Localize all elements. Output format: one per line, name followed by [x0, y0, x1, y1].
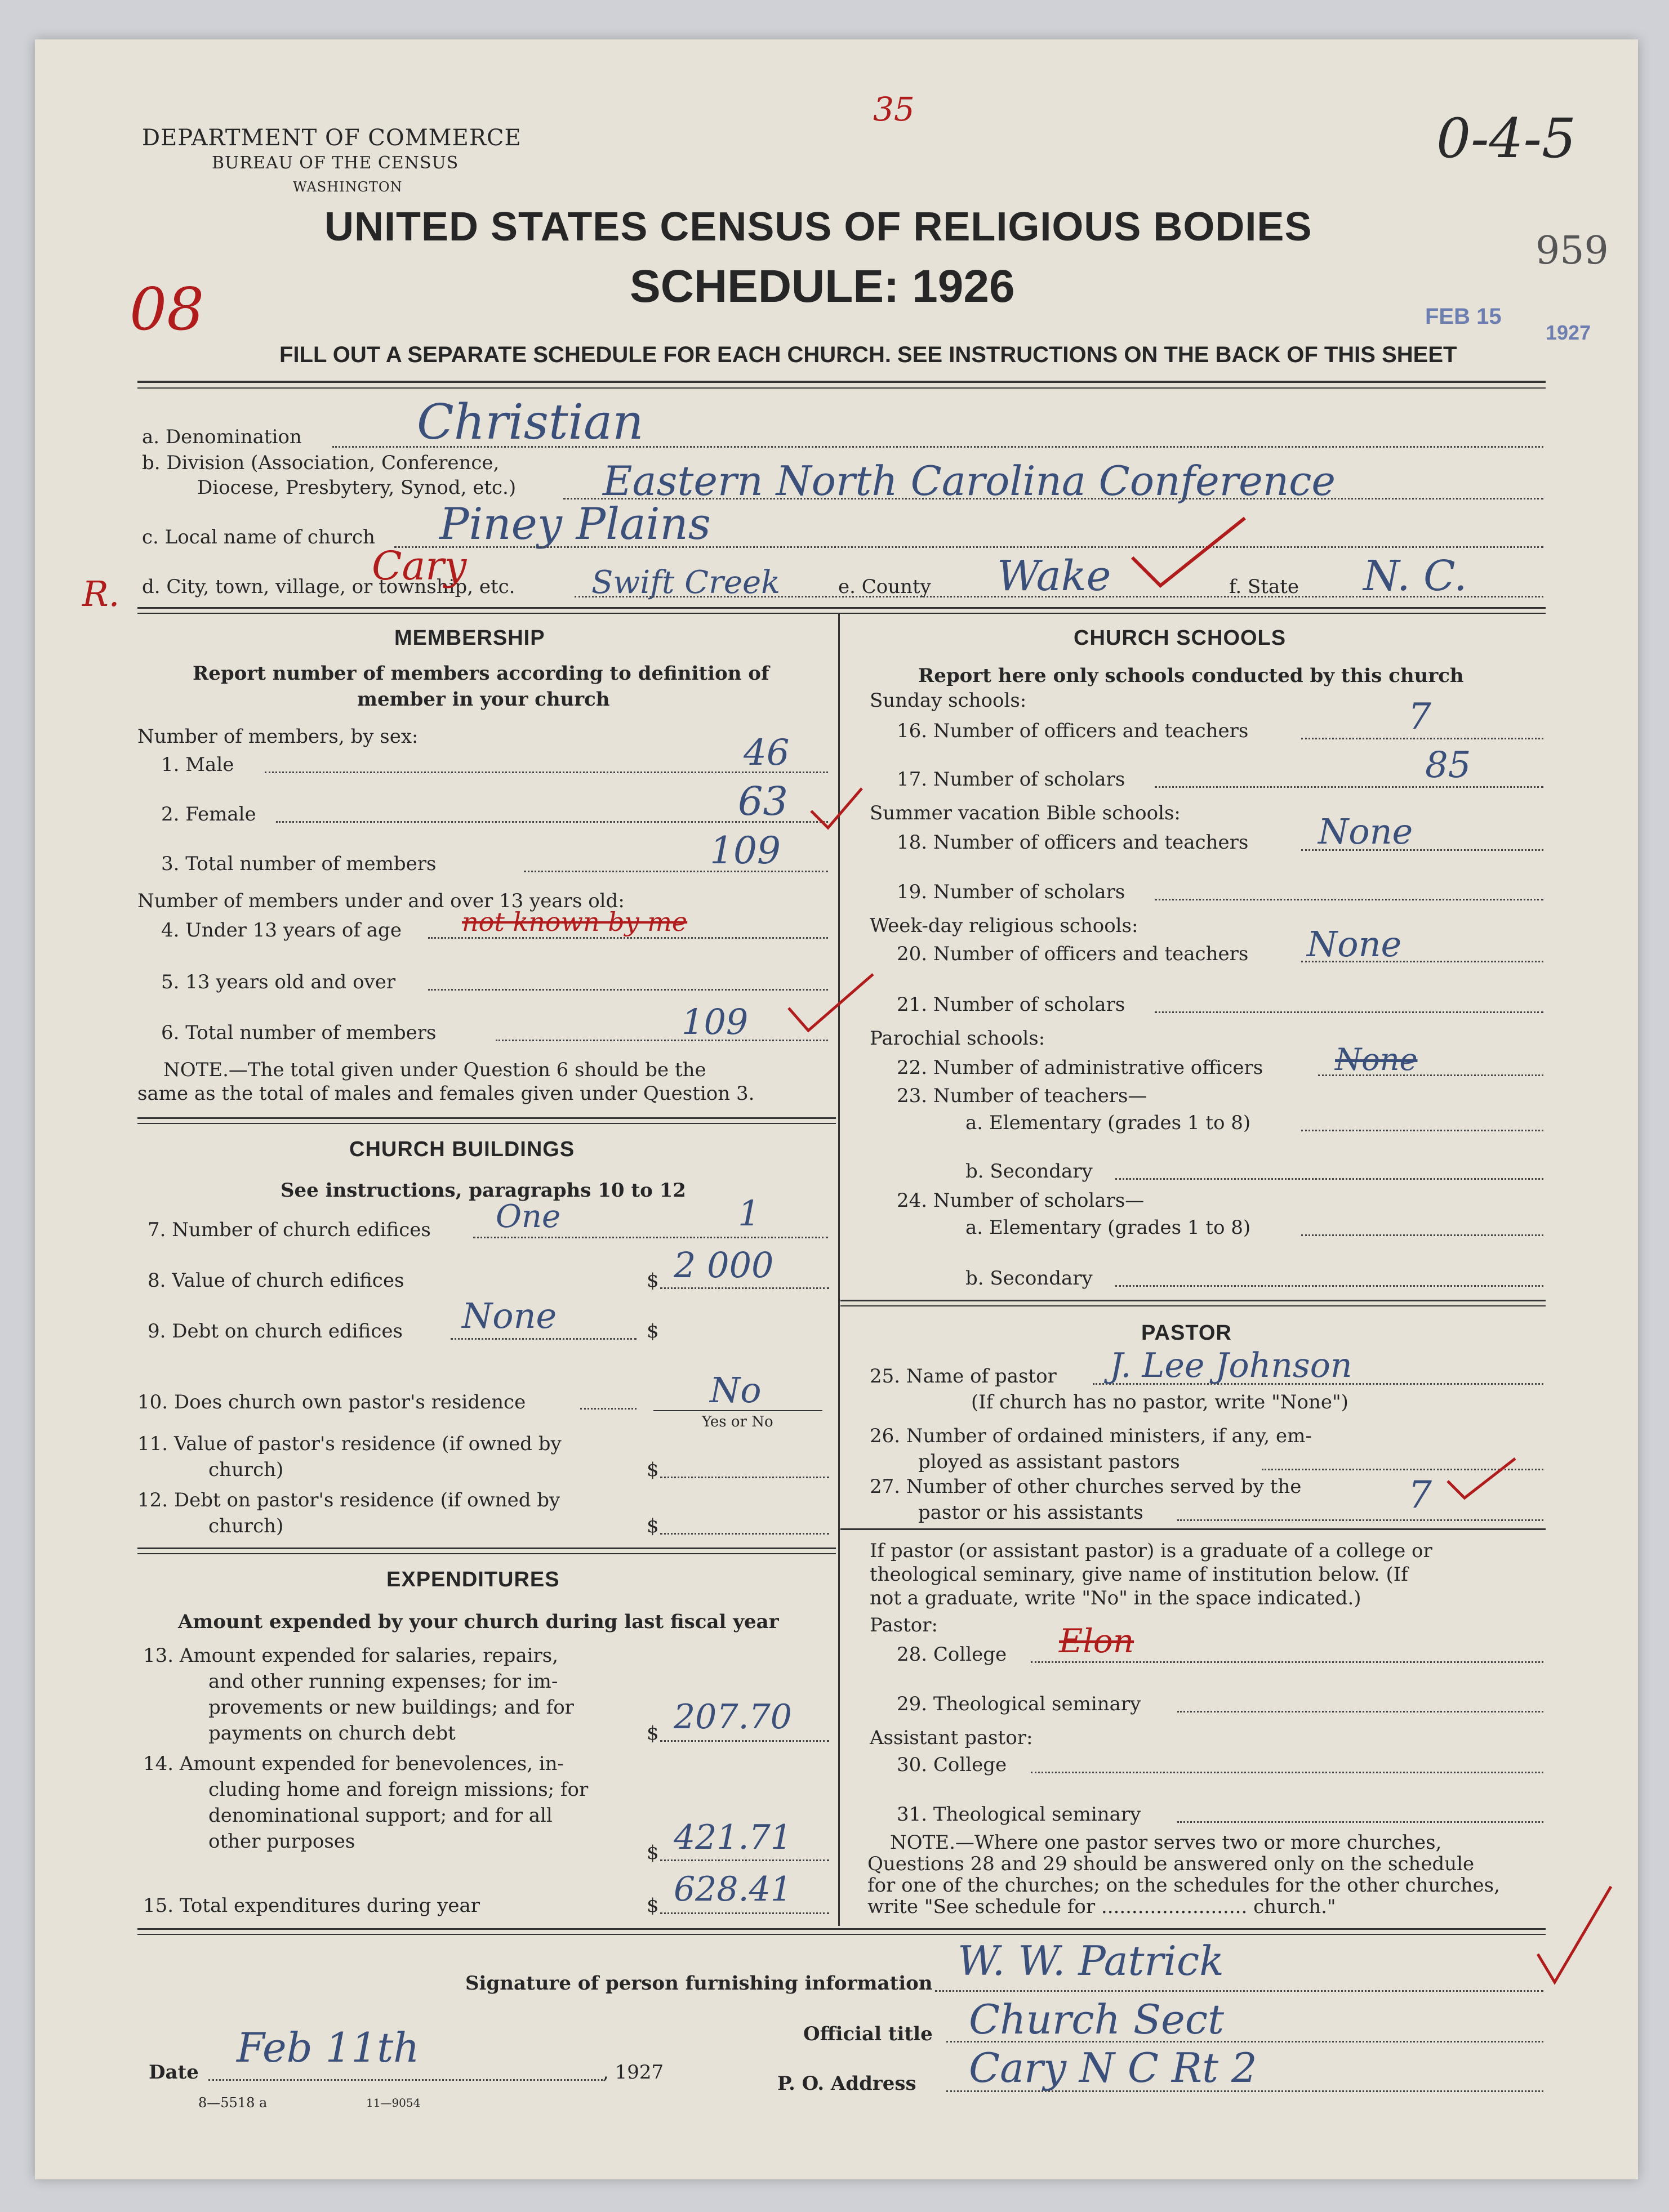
under-13-line	[428, 937, 828, 939]
pastor-name-value: J. Lee Johnson	[1110, 1346, 1352, 1385]
print-number: 11—9054	[366, 2096, 421, 2110]
residence-own-label: 10. Does church own pastor's residence	[137, 1391, 526, 1413]
schools-intro: Report here only schools conducted by this church	[918, 665, 1464, 687]
expense-15-line	[660, 1912, 829, 1914]
denomination-label: a. Denomination	[142, 426, 302, 448]
graduate-instruction-3: not a graduate, write "No" in the space indicated.)	[870, 1587, 1361, 1609]
membership-divider-thin	[137, 1123, 836, 1124]
membership-heading: MEMBERSHIP	[394, 626, 545, 650]
city-line	[575, 596, 1543, 597]
residence-debt-label-2: church)	[208, 1515, 284, 1537]
section-divider-top-thin	[137, 613, 1546, 614]
pastor-college-label: 28. College	[897, 1643, 1007, 1666]
total-members-line	[524, 871, 828, 872]
parochial-teachers-elementary-line	[1301, 1130, 1543, 1131]
buildings-intro: See instructions, paragraphs 10 to 12	[281, 1179, 686, 1202]
total-members-age-value: 109	[682, 1001, 749, 1042]
pastor-note-3: for one of the churches; on the schedules for the other churches,	[867, 1874, 1500, 1897]
state-value: N. C.	[1363, 552, 1467, 600]
sunday-teachers-label: 16. Number of officers and teachers	[897, 720, 1249, 742]
po-address-label: P. O. Address	[777, 2072, 916, 2095]
expense-13-line-2: and other running expenses; for im-	[208, 1670, 558, 1693]
residence-value-dollar: $	[647, 1459, 659, 1481]
schedule-title: SCHEDULE: 1926	[630, 261, 1015, 312]
expense-13-line	[660, 1740, 829, 1742]
checkmark-icon	[783, 969, 879, 1036]
parochial-schools-label: Parochial schools:	[870, 1027, 1045, 1050]
residence-value-line	[660, 1477, 829, 1478]
pastor-name-note: (If church has no pastor, write "None")	[971, 1391, 1348, 1413]
signature-line	[935, 1990, 1543, 1992]
buildings-divider-thin	[137, 1553, 836, 1554]
weekday-teachers-label: 20. Number of officers and teachers	[897, 943, 1249, 965]
total-members-value: 109	[710, 829, 781, 872]
expense-14-value: 421.71	[674, 1818, 792, 1857]
church-name-value: Piney Plains	[439, 499, 711, 550]
membership-divider	[137, 1117, 836, 1119]
date-label: Date	[149, 2061, 199, 2084]
edifices-count-label: 7. Number of church edifices	[148, 1219, 431, 1241]
edifices-value-dollar: $	[647, 1269, 659, 1292]
denomination-line	[332, 446, 1543, 448]
assistant-seminary-label: 31. Theological seminary	[897, 1803, 1141, 1826]
total-members-age-line	[496, 1040, 828, 1041]
over-13-label: 5. 13 years old and over	[161, 971, 396, 993]
assistant-seminary-line	[1177, 1821, 1543, 1823]
parochial-scholars-label: 24. Number of scholars—	[897, 1189, 1145, 1212]
over-13-line	[428, 989, 828, 991]
checkmark-icon	[1127, 512, 1250, 591]
denomination-value: Christian	[417, 394, 644, 451]
residence-debt-dollar: $	[647, 1515, 659, 1537]
sunday-scholars-label: 17. Number of scholars	[897, 768, 1125, 791]
left-code-mark: 08	[130, 275, 204, 344]
parochial-teachers-label: 23. Number of teachers—	[897, 1085, 1147, 1107]
weekday-scholars-line	[1155, 1011, 1543, 1013]
parochial-officers-label: 22. Number of administrative officers	[897, 1056, 1263, 1079]
header-divider-thin	[137, 387, 1546, 389]
body-divider-bottom-thin	[137, 1934, 1546, 1935]
edifices-debt-value: None	[462, 1295, 557, 1336]
form-instruction: FILL OUT A SEPARATE SCHEDULE FOR EACH CHURCH. SEE INSTRUCTIONS ON THE BACK OF THIS SHEET	[279, 342, 1457, 367]
page-number-mark: 35	[873, 90, 915, 128]
received-stamp-date: FEB 15	[1425, 304, 1502, 329]
edifices-value-label: 8. Value of church edifices	[148, 1269, 404, 1292]
pastor-subheading: Pastor:	[870, 1614, 938, 1636]
po-address-value: Cary N C Rt 2	[969, 2044, 1257, 2091]
pastor-college-value: Elon	[1059, 1622, 1134, 1660]
edifices-count-line	[473, 1237, 828, 1238]
pastor-name-label: 25. Name of pastor	[870, 1365, 1057, 1388]
weekday-teachers-value: None	[1307, 924, 1402, 965]
pastor-college-line	[1031, 1661, 1543, 1663]
expense-14-line-4: other purposes	[208, 1830, 355, 1853]
pastor-heading: PASTOR	[1141, 1321, 1232, 1345]
division-label-2: Diocese, Presbytery, Synod, etc.)	[197, 476, 517, 499]
date-line	[208, 2079, 603, 2081]
bureau-name: BUREAU OF THE CENSUS	[212, 153, 459, 173]
pastor-note-1: NOTE.—Where one pastor serves two or more churches,	[890, 1831, 1442, 1854]
form-title: UNITED STATES CENSUS OF RELIGIOUS BODIES	[324, 204, 1312, 249]
expense-13-value: 207.70	[674, 1697, 792, 1737]
pastor-seminary-label: 29. Theological seminary	[897, 1693, 1141, 1715]
margin-r-mark: R.	[82, 573, 120, 614]
expense-14-dollar: $	[647, 1841, 659, 1864]
schools-heading: CHURCH SCHOOLS	[1074, 626, 1287, 650]
edifices-count-value: One	[496, 1198, 561, 1235]
membership-intro-2: member in your church	[357, 688, 610, 711]
header-divider	[137, 381, 1546, 383]
expense-14-line-1: 14. Amount expended for benevolences, in-	[143, 1752, 564, 1775]
received-stamp-year: 1927	[1546, 321, 1591, 344]
city-value-red: Cary	[372, 543, 467, 589]
date-year: , 1927	[603, 2061, 664, 2084]
graduate-instruction-1: If pastor (or assistant pastor) is a graduate of a college or	[870, 1540, 1432, 1562]
summer-teachers-value: None	[1318, 811, 1413, 852]
edifices-value-value: 2 000	[674, 1245, 774, 1286]
residence-own-dots	[580, 1408, 637, 1410]
expenditures-intro: Amount expended by your church during last fiscal year	[178, 1611, 779, 1633]
parochial-teachers-secondary-line	[1115, 1178, 1543, 1180]
expense-15-label: 15. Total expenditures during year	[143, 1894, 480, 1917]
schools-divider	[840, 1300, 1546, 1301]
signature-value: W. W. Patrick	[958, 1937, 1224, 1984]
official-title-label: Official title	[803, 2023, 933, 2045]
expenditures-heading: EXPENDITURES	[386, 1568, 560, 1591]
city-label: d. City, town, village, or township, etc.	[142, 576, 515, 598]
pastor-note-4: write "See schedule for ........................ church."	[867, 1896, 1336, 1918]
assistant-college-line	[1031, 1772, 1543, 1773]
city-name: WASHINGTON	[293, 179, 403, 195]
membership-intro-1: Report number of members according to definition of	[193, 662, 769, 685]
summer-scholars-line	[1155, 899, 1543, 900]
sunday-scholars-line	[1155, 786, 1543, 788]
schools-divider-thin	[840, 1305, 1546, 1306]
form-number: 8—5518 a	[198, 2095, 268, 2111]
weekday-scholars-label: 21. Number of scholars	[897, 993, 1125, 1016]
male-value: 46	[744, 732, 790, 774]
sunday-teachers-value: 7	[1408, 696, 1431, 738]
members-by-sex-label: Number of members, by sex:	[137, 725, 419, 748]
serial-number: 959	[1536, 229, 1609, 273]
expense-13-line-4: payments on church debt	[208, 1722, 456, 1745]
state-label: f. State	[1229, 576, 1299, 598]
other-churches-label-1: 27. Number of other churches served by the	[870, 1475, 1302, 1498]
other-churches-line	[1177, 1519, 1543, 1521]
sunday-schools-label: Sunday schools:	[870, 689, 1027, 712]
parochial-teachers-secondary-label: b. Secondary	[965, 1160, 1093, 1183]
section-divider-top	[137, 607, 1546, 609]
summer-teachers-label: 18. Number of officers and teachers	[897, 831, 1249, 854]
expense-14-line-3: denominational support; and for all	[208, 1804, 553, 1827]
other-churches-value: 7	[1408, 1473, 1432, 1517]
expense-13-dollar: $	[647, 1722, 659, 1745]
expense-15-value: 628.41	[674, 1870, 792, 1909]
total-members-age-label: 6. Total number of members	[161, 1022, 437, 1044]
membership-note-1: NOTE.—The total given under Question 6 should be the	[163, 1059, 706, 1081]
sunday-scholars-value: 85	[1425, 744, 1471, 786]
under-13-label: 4. Under 13 years of age	[161, 919, 402, 942]
edifices-debt-dollar: $	[647, 1320, 659, 1343]
residence-debt-line	[660, 1533, 829, 1535]
assistant-pastors-label-1: 26. Number of ordained ministers, if any, em-	[870, 1425, 1312, 1447]
expense-13-line-1: 13. Amount expended for salaries, repairs,	[143, 1644, 559, 1667]
pastor-seminary-line	[1177, 1711, 1543, 1712]
age-intro-label: Number of members under and over 13 years old:	[137, 890, 625, 912]
graduate-instruction-2: theological seminary, give name of institution below. (If	[870, 1563, 1408, 1586]
assistant-college-label: 30. College	[897, 1754, 1007, 1776]
weekday-schools-label: Week-day religious schools:	[870, 915, 1138, 937]
division-label-1: b. Division (Association, Conference,	[142, 452, 500, 474]
male-label: 1. Male	[161, 753, 234, 776]
signature-label: Signature of person furnishing information	[465, 1972, 933, 1995]
assistant-subheading: Assistant pastor:	[870, 1727, 1033, 1749]
department-name: DEPARTMENT OF COMMERCE	[142, 125, 522, 151]
buildings-heading: CHURCH BUILDINGS	[349, 1138, 575, 1161]
parochial-scholars-secondary-line	[1115, 1285, 1543, 1287]
parochial-officers-value: None	[1335, 1042, 1418, 1077]
official-title-value: Church Sect	[969, 1996, 1225, 2043]
female-label: 2. Female	[161, 803, 256, 826]
sunday-teachers-line	[1301, 738, 1543, 739]
checkmark-icon	[1532, 1881, 1617, 1988]
membership-note-2: same as the total of males and females given under Question 3.	[137, 1082, 755, 1105]
residence-value-label-1: 11. Value of pastor's residence (if owned by	[137, 1433, 562, 1455]
file-code-mark: 0-4-5	[1436, 107, 1577, 170]
parochial-scholars-elementary-label: a. Elementary (grades 1 to 8)	[965, 1216, 1251, 1239]
pastor-note-2: Questions 28 and 29 should be answered only on the schedule	[867, 1853, 1475, 1875]
checkmark-icon	[805, 783, 867, 833]
date-value: Feb 11th	[237, 2024, 420, 2071]
checkmark-icon	[1442, 1453, 1521, 1504]
parochial-scholars-secondary-label: b. Secondary	[965, 1267, 1093, 1290]
expense-14-line-2: cluding home and foreign missions; for	[208, 1778, 589, 1801]
division-value: Eastern North Carolina Conference	[603, 457, 1336, 505]
female-value: 63	[738, 778, 789, 824]
body-divider-bottom	[137, 1928, 1546, 1930]
expense-13-line-3: provements or new buildings; and for	[208, 1696, 574, 1719]
residence-value-label-2: church)	[208, 1459, 284, 1481]
summer-schools-label: Summer vacation Bible schools:	[870, 802, 1181, 824]
other-churches-label-2: pastor or his assistants	[918, 1501, 1143, 1524]
buildings-divider	[137, 1547, 836, 1549]
county-value: Wake	[997, 552, 1111, 600]
parochial-scholars-elementary-line	[1301, 1234, 1543, 1236]
edifices-count-value-numeric: 1	[738, 1193, 760, 1234]
summer-scholars-label: 19. Number of scholars	[897, 881, 1125, 903]
county-label: e. County	[838, 576, 931, 598]
church-name-line	[394, 546, 1543, 548]
city-value: Swift Creek	[591, 564, 781, 601]
yes-no-caption: Yes or No	[702, 1413, 773, 1430]
expense-15-dollar: $	[647, 1894, 659, 1917]
under-13-value: not known by me	[462, 907, 688, 937]
total-members-label: 3. Total number of members	[161, 853, 437, 875]
expense-14-line	[660, 1859, 829, 1861]
pastor-divider	[840, 1528, 1546, 1530]
edifices-debt-line	[451, 1338, 637, 1340]
church-name-label: c. Local name of church	[142, 526, 375, 548]
residence-debt-label-1: 12. Debt on pastor's residence (if owned by	[137, 1489, 560, 1511]
parochial-teachers-elementary-label: a. Elementary (grades 1 to 8)	[965, 1112, 1251, 1134]
edifices-value-line	[660, 1287, 829, 1289]
edifices-debt-label: 9. Debt on church edifices	[148, 1320, 403, 1343]
residence-own-value: No	[710, 1370, 762, 1411]
assistant-pastors-label-2: ployed as assistant pastors	[918, 1451, 1180, 1473]
